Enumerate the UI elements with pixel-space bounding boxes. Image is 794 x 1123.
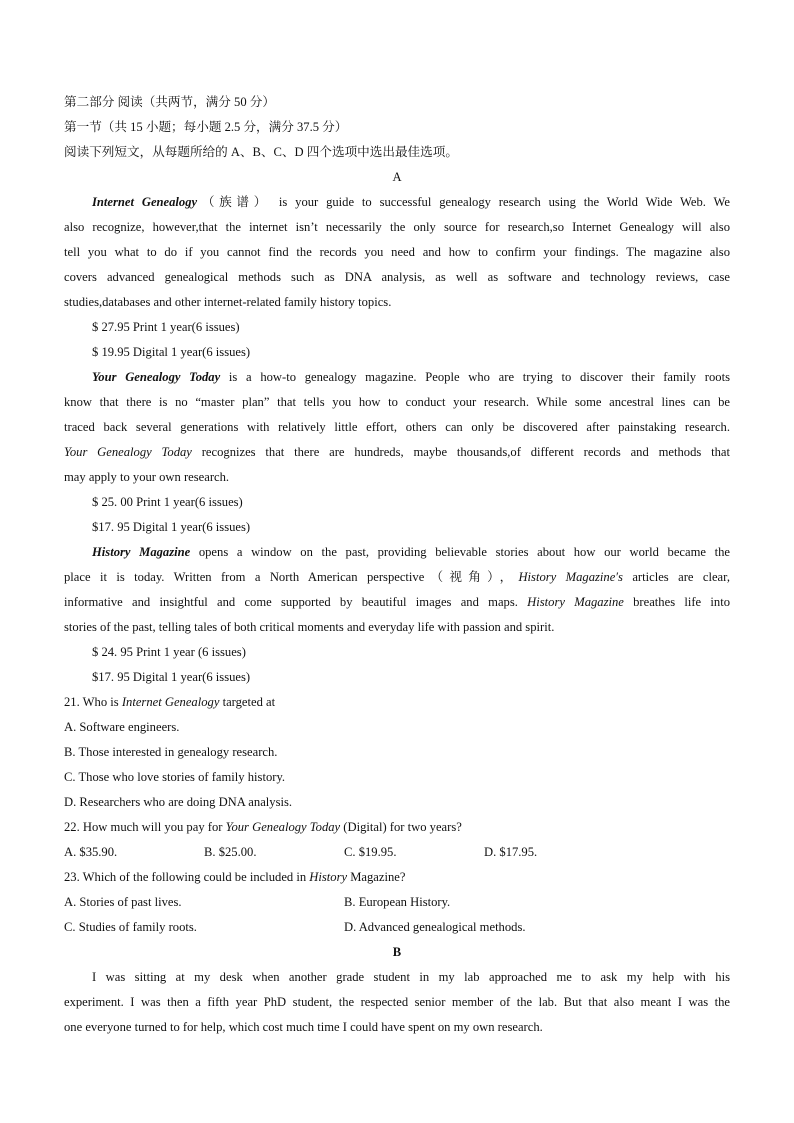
q21-option-c: C. Those who love stories of family history. <box>64 770 286 784</box>
p2-line-2: know that there is no “master plan” that tells you how to conduct your research. While some ancestral lines can be <box>64 395 730 409</box>
p1-line-2: also recognize, however,that the internet isn’t necessarily the only source for research,so Internet Genealogy will also <box>64 220 730 234</box>
section-title: 第一节（共 15 小题；每小题 2.5 分，满分 37.5 分） <box>64 120 348 134</box>
p3-line-2: place it is today. Written from a North American perspective（视角），History Magazine′s articles are clear, <box>64 570 730 584</box>
magazine-name-your-genealogy-today: Your Genealogy Today <box>92 370 221 384</box>
question-23-stem: 23. Which of the following could be included in History Magazine? <box>64 870 406 884</box>
exam-page <box>64 90 730 1040</box>
q23-option-c: C. Studies of family roots. <box>64 920 197 934</box>
p3-line-1: History Magazine opens a window on the past, providing believable stories about how our world became the <box>92 545 730 559</box>
p1-line-1: Internet Genealogy（族谱） is your guide to successful genealogy research using the World Wide Web. We <box>92 195 730 209</box>
magazine-name-history-magazine: History Magazine <box>92 545 191 559</box>
p3-price-print: $ 24. 95 Print 1 year (6 issues) <box>92 645 246 659</box>
p1-price-print: $ 27.95 Print 1 year(6 issues) <box>92 320 240 334</box>
p2-line-5: may apply to your own research. <box>64 470 230 484</box>
question-22-stem: 22. How much will you pay for Your Genealogy Today (Digital) for two years? <box>64 820 462 834</box>
p2-line-3: traced back several generations with relatively little effort, others can only be discovered after painstaking research. <box>64 420 730 434</box>
pb-line-1: I was sitting at my desk when another grade student in my lab approached me to ask my help with his <box>92 970 730 984</box>
q21-option-a: A. Software engineers. <box>64 720 180 734</box>
magazine-name-internet-genealogy: Internet Genealogy <box>92 195 198 209</box>
p2-line-1: Your Genealogy Today is a how-to genealogy magazine. People who are trying to discover their family roots <box>92 370 730 384</box>
q21-option-b: B. Those interested in genealogy research. <box>64 745 278 759</box>
q22-options <box>64 840 730 865</box>
q22-option-b: B. $25.00. <box>204 845 257 859</box>
passage-b-label: B <box>392 945 402 959</box>
question-21-stem: 21. Who is Internet Genealogy targeted at <box>64 695 276 709</box>
p3-line-4: stories of the past, telling tales of both critical moments and everyday life with passion and spirit. <box>64 620 555 634</box>
pb-line-2: experiment. I was then a fifth year PhD student, the respected senior member of the lab. But that also meant I was the <box>64 995 730 1009</box>
q21-option-d: D. Researchers who are doing DNA analysis. <box>64 795 293 809</box>
p3-price-digital: $17. 95 Digital 1 year(6 issues) <box>92 670 251 684</box>
instruction: 阅读下列短文，从每题所给的 A、B、C、D 四个选项中选出最佳选项。 <box>64 145 458 159</box>
q23-option-d: D. Advanced genealogical methods. <box>344 920 526 934</box>
p1-line-4: covers advanced genealogical methods such as DNA analysis, as well as software and technology reviews, case <box>64 270 730 284</box>
p2-line-4: Your Genealogy Today recognizes that there are hundreds, maybe thousands,of different records and methods that <box>64 445 730 459</box>
q22-option-c: C. $19.95. <box>344 845 397 859</box>
q22-option-a: A. $35.90. <box>64 845 118 859</box>
q23-options-row-1 <box>64 890 730 915</box>
p2-price-print: $ 25. 00 Print 1 year(6 issues) <box>92 495 243 509</box>
p1-line-5: studies,databases and other internet-related family history topics. <box>64 295 392 309</box>
q23-option-b: B. European History. <box>344 895 451 909</box>
part-title: 第二部分 阅读（共两节，满分 50 分） <box>64 95 275 109</box>
p1-price-digital: $ 19.95 Digital 1 year(6 issues) <box>92 345 251 359</box>
passage-a-label: A <box>392 170 402 184</box>
q23-option-a: A. Stories of past lives. <box>64 895 182 909</box>
q23-options-row-2 <box>64 915 730 940</box>
pb-line-3: one everyone turned to for help, which cost much time I could have spent on my own research. <box>64 1020 543 1034</box>
p3-line-3: informative and insightful and come supported by beautiful images and maps. History Magazine breathes life into <box>64 595 730 609</box>
q22-option-d: D. $17.95. <box>484 845 538 859</box>
p1-line-3: tell you what to do if you cannot find the records you need and how to confirm your findings. The magazine also <box>64 245 730 259</box>
p2-price-digital: $17. 95 Digital 1 year(6 issues) <box>92 520 251 534</box>
